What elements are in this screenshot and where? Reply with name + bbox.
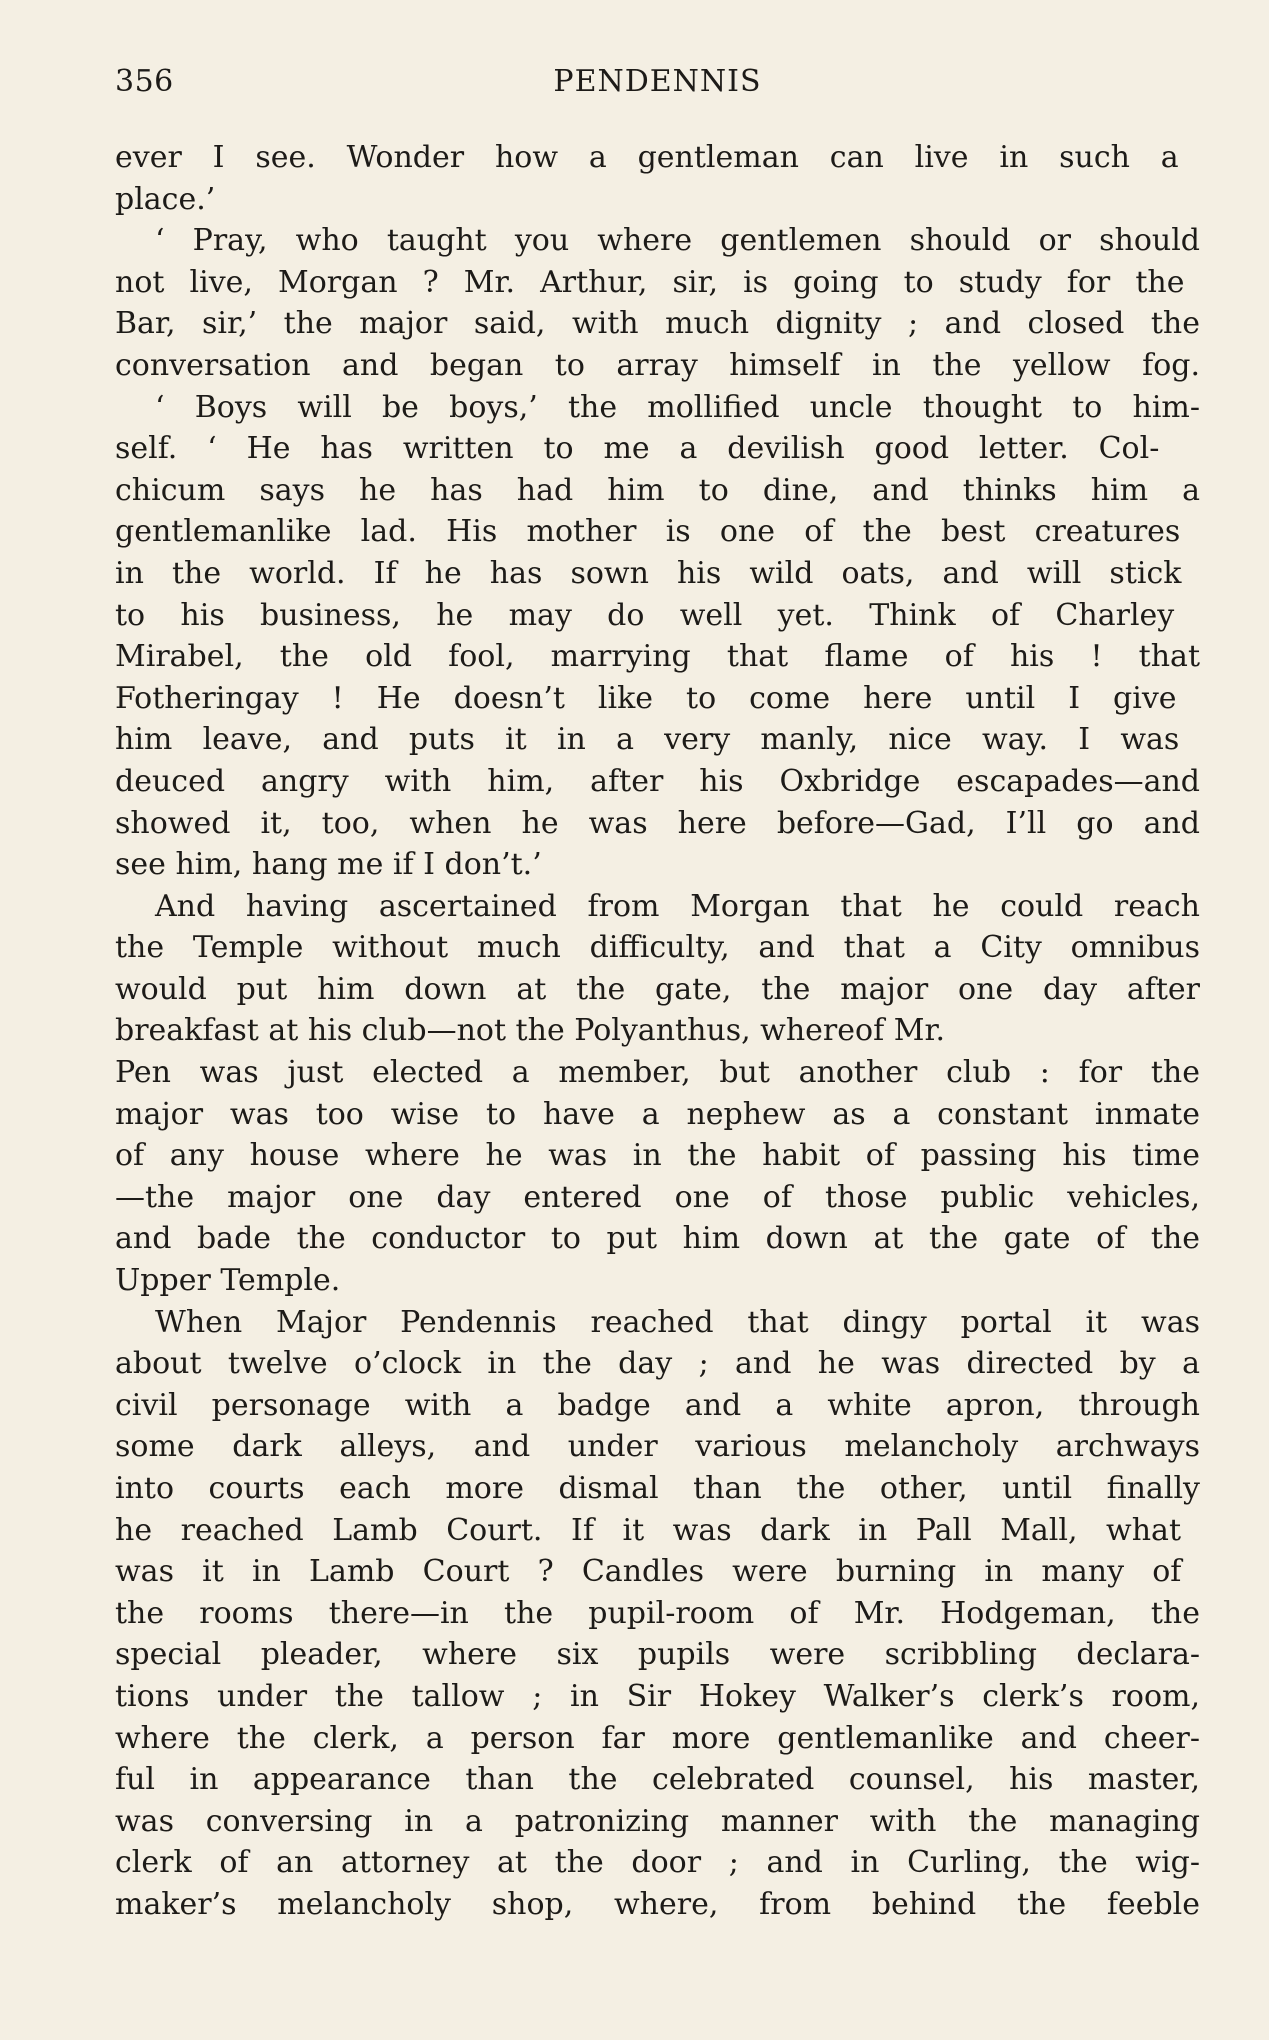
text-line: ‘ Boys will be boys,’ the mollified uncle thought to him- — [155, 389, 1200, 425]
text-line: was it in Lamb Court ? Candles were burning in many of — [115, 1554, 1182, 1590]
text-line: into courts each more dismal than the other, until finally — [115, 1471, 1200, 1506]
text-line: gentlemanlike lad. His mother is one of the best creatures — [115, 514, 1181, 550]
body-text — [115, 137, 1200, 1926]
text-line: maker’s melancholy shop, where, from behind the feeble — [115, 1886, 1200, 1922]
text-line: civil personage with a badge and a white apron, through — [115, 1387, 1200, 1423]
text-line: chicum says he has had him to dine, and thinks him a — [115, 472, 1200, 508]
text-line: him leave, and puts it in a very manly, nice way. I was — [115, 722, 1180, 758]
text-line: breakfast at his club—not the Polyanthus, whereof Mr. — [115, 1013, 946, 1049]
text-line: place.’ — [115, 181, 216, 217]
text-line: the rooms there—in the pupil-room of Mr. Hodgeman, the — [115, 1595, 1200, 1631]
text-line: of any house where he was in the habit of passing his time — [115, 1138, 1200, 1174]
text-line: ever I see. Wonder how a gentleman can live in such a — [115, 140, 1179, 175]
text-line: —the major one day entered one of those public vehicles, — [115, 1179, 1200, 1215]
text-line: Fotheringay ! He doesn’t like to come here until I give — [115, 680, 1177, 716]
text-line: major was too wise to have a nephew as a constant inmate — [115, 1096, 1200, 1132]
text-line: conversation and began to array himself in the yellow fog. — [115, 347, 1200, 383]
text-line: to his business, he may do well yet. Think of Charley — [115, 597, 1175, 633]
text-line: clerk of an attorney at the door ; and in Curling, the wig- — [115, 1845, 1200, 1881]
text-line: ful in appearance than the celebrated counsel, his master, — [115, 1762, 1200, 1798]
text-line: not live, Morgan ? Mr. Arthur, sir, is going to study for the — [115, 264, 1185, 300]
text-line: the Temple without much difficulty, and that a City omnibus — [115, 930, 1200, 966]
text-line: And having ascertained from Morgan that he could reach — [155, 888, 1200, 924]
running-head — [115, 64, 1200, 114]
text-line: would put him down at the gate, the major one day after — [115, 971, 1200, 1007]
text-line: Mirabel, the old fool, marrying that flame of his ! that — [115, 639, 1200, 675]
text-line: where the clerk, a person far more gentlemanlike and cheer- — [115, 1720, 1200, 1756]
page-number: 356 — [115, 64, 174, 99]
text-line: When Major Pendennis reached that dingy portal it was — [155, 1304, 1200, 1340]
running-title: PENDENNIS — [553, 64, 762, 99]
text-line: Bar, sir,’ the major said, with much dignity ; and closed the — [115, 306, 1200, 342]
text-line: deuced angry with him, after his Oxbridge escapades—and — [115, 763, 1200, 799]
text-line: special pleader, where six pupils were scribbling declara- — [115, 1637, 1200, 1673]
text-line: about twelve o’clock in the day ; and he was directed by a — [115, 1346, 1200, 1382]
text-line: was conversing in a patronizing manner with the managing — [115, 1803, 1200, 1839]
text-line: in the world. If he has sown his wild oats, and will stick — [115, 555, 1182, 591]
text-line: ‘ Pray, who taught you where gentlemen should or should — [155, 223, 1200, 259]
text-line: he reached Lamb Court. If it was dark in Pall Mall, what — [115, 1512, 1181, 1548]
text-line: showed it, too, when he was here before—Gad, I’ll go and — [115, 805, 1200, 841]
text-line: some dark alleys, and under various melancholy archways — [115, 1429, 1200, 1465]
text-line: see him, hang me if I don’t.’ — [115, 847, 542, 883]
text-line: Pen was just elected a member, but another club : for the — [115, 1055, 1200, 1091]
text-line: tions under the tallow ; in Sir Hokey Walker’s clerk’s room, — [115, 1678, 1200, 1714]
text-line: self. ‘ He has written to me a devilish good letter. Col- — [115, 431, 1160, 467]
text-line: and bade the conductor to put him down at the gate of the — [115, 1221, 1200, 1257]
text-line: Upper Temple. — [115, 1263, 341, 1299]
